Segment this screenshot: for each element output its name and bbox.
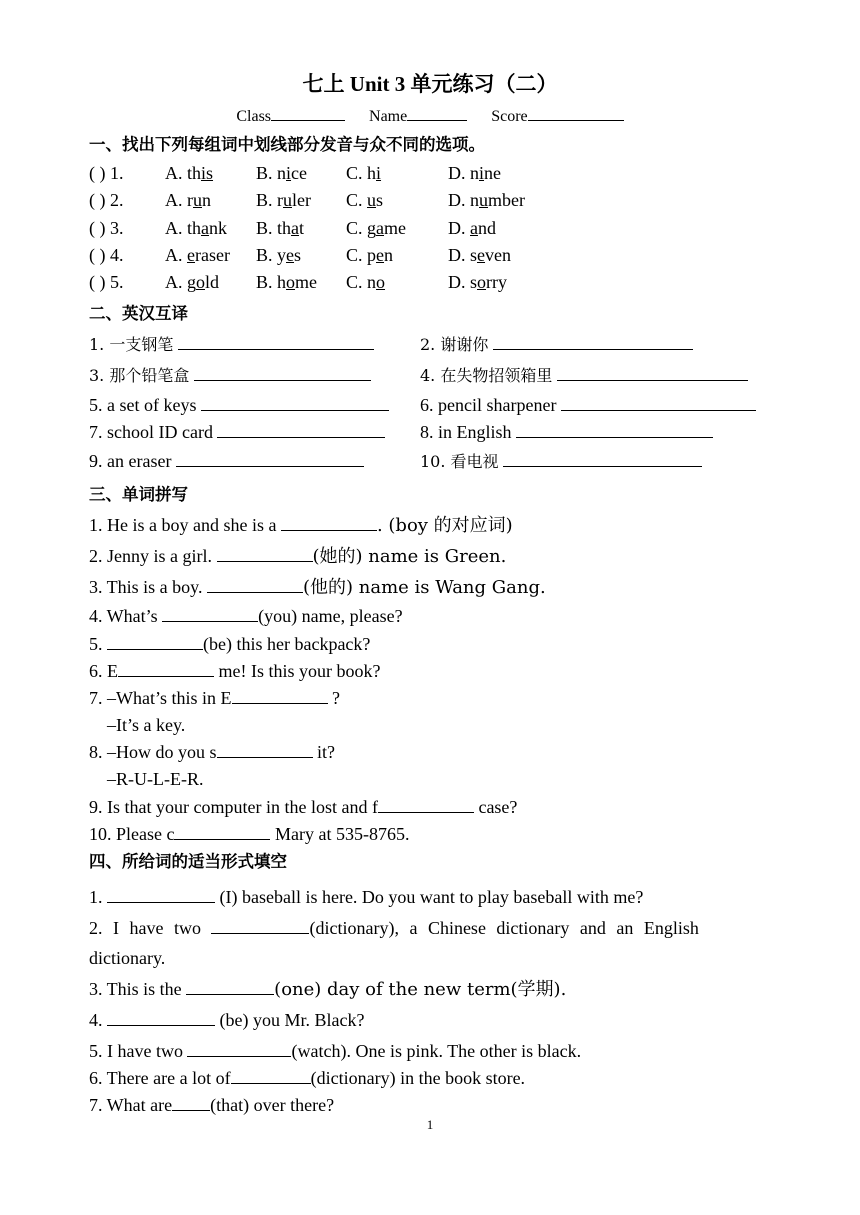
name-blank[interactable] <box>407 106 467 121</box>
answer-blank[interactable] <box>178 333 374 350</box>
underlined-letters: i <box>286 163 292 183</box>
item-text: ? <box>327 688 340 708</box>
answer-blank[interactable] <box>217 421 385 438</box>
option-c[interactable] <box>346 271 385 293</box>
underlined-letters: u <box>283 190 292 210</box>
translation-prompt: 3. 那个铅笔盒 <box>89 366 190 385</box>
option-text: t <box>299 218 305 238</box>
option-c[interactable] <box>346 217 406 239</box>
section4-heading: 四、所给词的适当形式填空 <box>89 852 287 871</box>
class-label: Class <box>236 108 272 125</box>
answer-blank[interactable] <box>561 394 756 411</box>
answer-blank[interactable] <box>217 545 313 562</box>
student-info-row <box>0 106 860 126</box>
option-c[interactable] <box>346 162 381 184</box>
option-text: C. n <box>346 272 377 292</box>
answer-blank[interactable] <box>174 823 270 840</box>
underlined-letters: e <box>286 245 295 265</box>
option-d[interactable] <box>448 189 525 211</box>
answer-blank[interactable] <box>211 917 309 934</box>
option-text: D. n <box>448 190 479 210</box>
item-text: me! Is this your book? <box>214 661 381 681</box>
item-text: 3. This is a boy. <box>89 577 208 597</box>
translation-item <box>89 364 371 387</box>
option-text: A. th <box>165 163 201 183</box>
item-text: (他的) name is Wang Gang. <box>303 577 546 598</box>
underlined-letters: i <box>479 163 485 183</box>
item-text: (you) name, please? <box>258 606 403 626</box>
option-text: ne <box>484 163 502 183</box>
item-text: 1. He is a boy and she is a <box>89 515 281 535</box>
answer-blank[interactable] <box>516 421 713 438</box>
item-text: (be) you Mr. Black? <box>215 1010 365 1030</box>
underlined-letters: a <box>470 218 478 238</box>
item-text: (dictionary), a Chinese dictionary and an English <box>309 918 699 938</box>
translation-item <box>420 394 756 416</box>
translation-item <box>89 394 389 416</box>
answer-blank[interactable] <box>107 633 203 650</box>
answer-blank[interactable] <box>107 1009 215 1026</box>
item-text: –It’s a key. <box>107 715 186 735</box>
answer-blank[interactable] <box>107 886 215 903</box>
underlined-letters: e <box>376 245 385 265</box>
translation-item <box>89 421 385 443</box>
item-text: (watch). One is pink. The other is black. <box>291 1041 582 1061</box>
answer-blank[interactable] <box>201 394 389 411</box>
option-text: me <box>295 272 318 292</box>
translation-item <box>89 450 364 472</box>
question-number: ( ) 2. <box>89 190 124 210</box>
underlined-letters: i <box>376 163 382 183</box>
spelling-item <box>107 714 185 736</box>
wordform-item <box>89 947 165 969</box>
spelling-item <box>89 545 506 568</box>
option-b[interactable] <box>256 271 317 293</box>
section2-heading: 二、英汉互译 <box>89 304 188 323</box>
option-c[interactable] <box>346 244 393 266</box>
option-text: n <box>202 190 211 210</box>
translation-prompt: 5. a set of keys <box>89 395 197 415</box>
translation-prompt: 4. 在失物招领箱里 <box>420 366 553 385</box>
translation-prompt: 2. 谢谢你 <box>420 335 489 354</box>
option-text: A. th <box>165 218 201 238</box>
option-text: C. g <box>346 218 377 238</box>
page-number: 1 <box>426 1117 434 1132</box>
option-text: A. r <box>165 190 193 210</box>
option-b[interactable] <box>256 217 304 239</box>
item-text: 5. I have two <box>89 1041 188 1061</box>
translation-prompt: 9. an eraser <box>89 451 172 471</box>
answer-blank[interactable] <box>207 576 303 593</box>
option-text: ven <box>485 245 512 265</box>
page-title: 七上 Unit 3 单元练习（二） <box>302 72 558 96</box>
option-a[interactable] <box>165 189 211 211</box>
translation-item <box>420 364 748 387</box>
answer-blank[interactable] <box>493 333 693 350</box>
spelling-item <box>107 768 203 790</box>
option-text: C. <box>346 190 368 210</box>
answer-blank[interactable] <box>232 687 328 704</box>
answer-blank[interactable] <box>503 450 702 467</box>
spelling-item <box>89 741 335 763</box>
question-number: ( ) 4. <box>89 245 124 265</box>
wordform-item <box>89 917 699 939</box>
option-b[interactable] <box>256 244 301 266</box>
option-a[interactable] <box>165 217 227 239</box>
item-text: –R-U-L-E-R. <box>107 769 204 789</box>
underlined-letters: a <box>291 218 300 238</box>
option-b[interactable] <box>256 189 311 211</box>
option-text: mber <box>488 190 525 210</box>
item-text: dictionary. <box>89 948 166 968</box>
answer-blank[interactable] <box>231 1067 311 1084</box>
item-text: 2. Jenny is a girl. <box>89 546 217 566</box>
wordform-item <box>89 1040 581 1062</box>
answer-blank[interactable] <box>187 1040 291 1057</box>
underlined-letters: o <box>376 272 386 292</box>
question-number: ( ) 3. <box>89 218 124 238</box>
translation-prompt: 1. 一支钢笔 <box>89 335 174 354</box>
option-d[interactable] <box>448 271 507 293</box>
option-text: raser <box>195 245 230 265</box>
item-text: 10. Please c <box>89 824 175 844</box>
option-text: B. th <box>256 218 292 238</box>
item-text: . (boy 的对应词) <box>376 515 513 536</box>
item-text: 3. This is the <box>89 979 187 999</box>
underlined-letters: e <box>187 245 195 265</box>
option-text: ler <box>292 190 311 210</box>
option-text: nk <box>209 218 227 238</box>
name-field <box>369 106 467 126</box>
item-text: it? <box>312 742 336 762</box>
option-a[interactable] <box>165 162 213 184</box>
translation-prompt: 8. in English <box>420 422 512 442</box>
item-text: (be) this her backpack? <box>203 634 371 654</box>
item-text: (她的) name is Green. <box>312 546 507 567</box>
answer-blank[interactable] <box>194 364 371 381</box>
translation-prompt: 10. 看电视 <box>420 452 499 471</box>
spelling-item <box>89 796 517 818</box>
item-text: 9. Is that your computer in the lost and f <box>89 797 378 817</box>
option-text: D. s <box>448 245 478 265</box>
option-text: s <box>294 245 302 265</box>
answer-blank[interactable] <box>186 978 274 995</box>
answer-blank[interactable] <box>217 741 313 758</box>
option-text: ld <box>205 272 220 292</box>
underlined-letters: o <box>477 272 487 292</box>
answer-blank[interactable] <box>378 796 474 813</box>
item-text: 7. –What’s this in E <box>89 688 232 708</box>
option-text: D. <box>448 218 470 238</box>
option-text: nd <box>478 218 496 238</box>
wordform-item <box>89 1094 334 1116</box>
item-text: 4. What’s <box>89 606 163 626</box>
option-d[interactable] <box>448 217 496 239</box>
score-field <box>491 106 623 126</box>
option-text: C. h <box>346 163 377 183</box>
option-c[interactable] <box>346 189 383 211</box>
option-text: B. n <box>256 163 287 183</box>
class-blank[interactable] <box>271 106 345 121</box>
underlined-letters: a <box>201 218 209 238</box>
underlined-letters: a <box>376 218 385 238</box>
underlined-letters: u <box>479 190 488 210</box>
answer-blank[interactable] <box>281 514 377 531</box>
underlined-letters: is <box>201 163 214 183</box>
spelling-item <box>89 605 403 627</box>
option-d[interactable] <box>448 244 511 266</box>
question-number: ( ) 5. <box>89 272 124 292</box>
translation-prompt: 6. pencil sharpener <box>420 395 557 415</box>
item-text: 6. E <box>89 661 118 681</box>
option-text: D. n <box>448 163 479 183</box>
option-text: B. y <box>256 245 287 265</box>
option-a[interactable] <box>165 244 230 266</box>
option-text: ce <box>291 163 308 183</box>
answer-blank[interactable] <box>162 605 258 622</box>
option-text: me <box>384 218 407 238</box>
item-text: 2. I have two <box>89 918 212 938</box>
answer-blank[interactable] <box>176 450 364 467</box>
item-text: case? <box>473 797 518 817</box>
option-text: D. s <box>448 272 478 292</box>
item-text: (one) day of the new term(学期). <box>274 979 567 1000</box>
item-text: Mary at 535-8765. <box>270 824 410 844</box>
option-text: B. h <box>256 272 287 292</box>
item-text: (I) baseball is here. Do you want to play baseball with me? <box>215 887 644 907</box>
option-text: A. <box>165 245 187 265</box>
translation-item <box>420 421 713 443</box>
spelling-item <box>89 660 380 682</box>
score-blank[interactable] <box>528 106 624 121</box>
wordform-item <box>89 886 643 908</box>
spelling-item <box>89 514 513 537</box>
option-b[interactable] <box>256 162 307 184</box>
spelling-item <box>89 823 409 845</box>
wordform-item <box>89 1009 364 1031</box>
answer-blank[interactable] <box>172 1094 210 1111</box>
answer-blank[interactable] <box>118 660 214 677</box>
item-text: (that) over there? <box>210 1095 335 1115</box>
underlined-letters: o <box>196 272 205 292</box>
option-text: n <box>384 245 394 265</box>
spelling-item <box>89 633 370 655</box>
answer-blank[interactable] <box>557 364 748 381</box>
section3-heading: 三、单词拼写 <box>89 485 188 504</box>
option-text: C. p <box>346 245 377 265</box>
spelling-item <box>89 576 546 599</box>
underlined-letters: u <box>193 190 202 210</box>
spelling-item <box>89 687 340 709</box>
option-text: B. r <box>256 190 283 210</box>
underlined-letters: o <box>286 272 296 292</box>
item-text: 1. <box>89 887 107 907</box>
option-text: s <box>376 190 384 210</box>
underlined-letters: e <box>477 245 486 265</box>
item-text: 8. –How do you s <box>89 742 217 762</box>
translation-prompt: 7. school ID card <box>89 422 213 442</box>
wordform-item <box>89 1067 525 1089</box>
wordform-item <box>89 978 566 1001</box>
option-a[interactable] <box>165 271 219 293</box>
question-number: ( ) 1. <box>89 163 124 183</box>
translation-item <box>420 450 702 473</box>
option-d[interactable] <box>448 162 501 184</box>
underlined-letters: u <box>367 190 377 210</box>
option-text: rry <box>486 272 508 292</box>
class-field <box>236 106 345 126</box>
item-text: 4. <box>89 1010 107 1030</box>
translation-item <box>89 333 374 356</box>
translation-item <box>420 333 693 356</box>
section1-heading: 一、找出下列每组词中划线部分发音与众不同的选项。 <box>89 135 485 154</box>
item-text: 6. There are a lot of <box>89 1068 231 1088</box>
score-label: Score <box>491 108 528 125</box>
item-text: (dictionary) in the book store. <box>310 1068 526 1088</box>
name-label: Name <box>369 108 408 125</box>
item-text: 7. What are <box>89 1095 173 1115</box>
option-text: A. g <box>165 272 196 292</box>
item-text: 5. <box>89 634 107 654</box>
